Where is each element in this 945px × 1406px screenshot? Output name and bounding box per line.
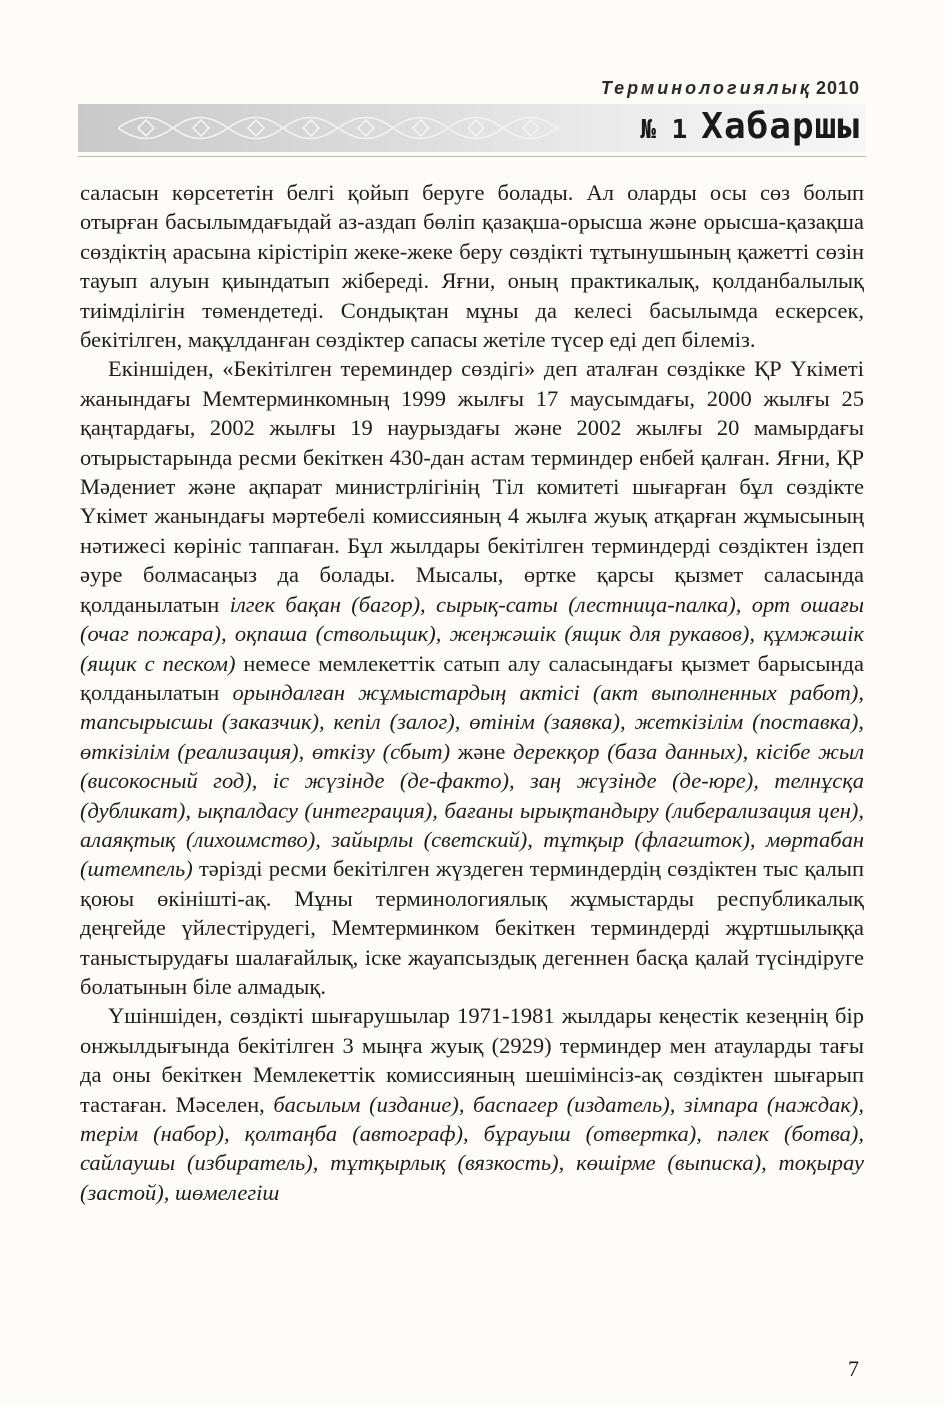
paragraph-3 <box>80 1001 864 1207</box>
term-list-examples: басылым (издание), баспагер (издатель), зімпара (наждак), терім (набор), қолтаңба (автограф), бұрауыш (отвертка), пәлек (ботва), сайлаушы (избиратель), тұтқырлық (вязкость), көшірме (выписка), тоқырау (застой), шөмелегіш <box>80 1091 864 1205</box>
term-list-fire-service: ілгек бақан (багор), сырық-саты (лестница-палка), орт ошағы (очаг пожара), оқпаша (ствольщик), жеңжәшік (ящик для рукавов), құмжәшік (ящик с песком) <box>80 591 864 676</box>
text-run: Екіншіден, «Бекітілген тереминдер сөздігі» деп аталған сөздікке ҚР Үкіметі жанындағы Мемтерминкомның 1999 жылғы 17 маусымдағы, 2000 жылғы 25 қаңтардағы, 2002 жылғы 19 наурыздағы және 2002 жылғы 20 мамырдағы отырыстарында ресми бекіткен 430-дан астам терминдер енбей қалған. Яғни, ҚР Мәдениет және ақпарат министрлігінің Тіл комитеті шығарған бұл сөздікте Үкімет жанындағы мәртебелі комиссияның 4 жылға жуық атқарған жұмысының нәтижесі көрініс таппаған. Бұл жылдары бекітілген терминдерді сөздіктен іздеп әуре болмасаңыз да болады. Мысалы, өртке қарсы қызмет саласында қолданылатын <box>80 356 864 617</box>
paragraph-1 <box>80 178 864 354</box>
journal-line <box>601 78 860 99</box>
journal-title: Хабаршы <box>701 106 860 147</box>
text-run: саласын көрсететін белгі қойып беруге болады. Ал оларды осы сөз болып отырған басылымдағыдай аз-аздап бөліп қазақша-орысша және орысша-қазақша сөздіктің арасына кірістіріп жеке-жеке беру сөздікті тұтынушының қажетті сөзін тауып алуын қиындатып жібереді. Яғни, оның практикалық, қолданбалылық тиімділігін төмендетеді. Сондықтан мұны да келесі басылымда ескерсек, бекітілген, мақұлданған сөздіктер сапасы жетіле түсер еді деп білеміз. <box>80 180 864 353</box>
header-banner <box>78 104 866 152</box>
issue-number: № 1 <box>640 115 688 145</box>
article-body <box>80 178 864 1207</box>
text-run: және <box>450 738 514 764</box>
ornament-pattern <box>118 110 558 146</box>
page-number: 7 <box>848 1356 859 1381</box>
journal-name: Терминологиялық <box>600 78 812 98</box>
text-run: тәрізді ресми бекітілген жүздеген терминдердің сөздіктен тыс қалып қоюы өкінішті-ақ. Мұны терминологиялық жұмыстарды республикалық деңгейде үйлестірудегі, Мемтерминком бекіткен терминдерді жұртшылыққа таныстырудағы шалағайлық, іске жауапсыздық дегеннен басқа қалай түсіндіруге болатынын біле алмадық. <box>80 856 864 999</box>
text-run: немесе мемлекеттік сатып алу саласындағы қызмет барысында қолданылатын <box>80 650 864 705</box>
header-rule <box>78 156 866 157</box>
term-list-general: дерекқор (база данных), кісібе жыл (високосный год), іс жүзінде (де-факто), заң жүзінде (де-юре), телнұсқа (дубликат), ықпалдасу (интеграция), бағаны ырықтандыру (либерализация цен), алаяқтық (лихоимство), зайырлы (светский), тұтқыр (флагшток), мөртабан (штемпель) <box>80 738 865 882</box>
text-run: Үшіншіден, сөздікті шығарушылар 1971-1981 жылдары кеңестік кезеңнің бір онжылдығында бекітілген 3 мыңға жуық (2929) терминдер мен атауларды тағы да оны бекіткен Мемлекеттік комиссияның шешімінсіз-ақ сөздіктен шығарып тастаған. Мәселен, <box>80 1003 864 1117</box>
banner-title <box>640 106 860 147</box>
paragraph-2 <box>80 354 864 1001</box>
term-list-procurement: орындалған жұмыстардың актісі (акт выполненных работ), тапсырысшы (заказчик), кепіл (залог), өтінім (заявка), жеткізілім (поставка), өткізілім (реализация), өткізу (сбыт) <box>80 679 864 764</box>
page-header <box>78 72 866 162</box>
journal-year: 2010 <box>815 78 860 98</box>
